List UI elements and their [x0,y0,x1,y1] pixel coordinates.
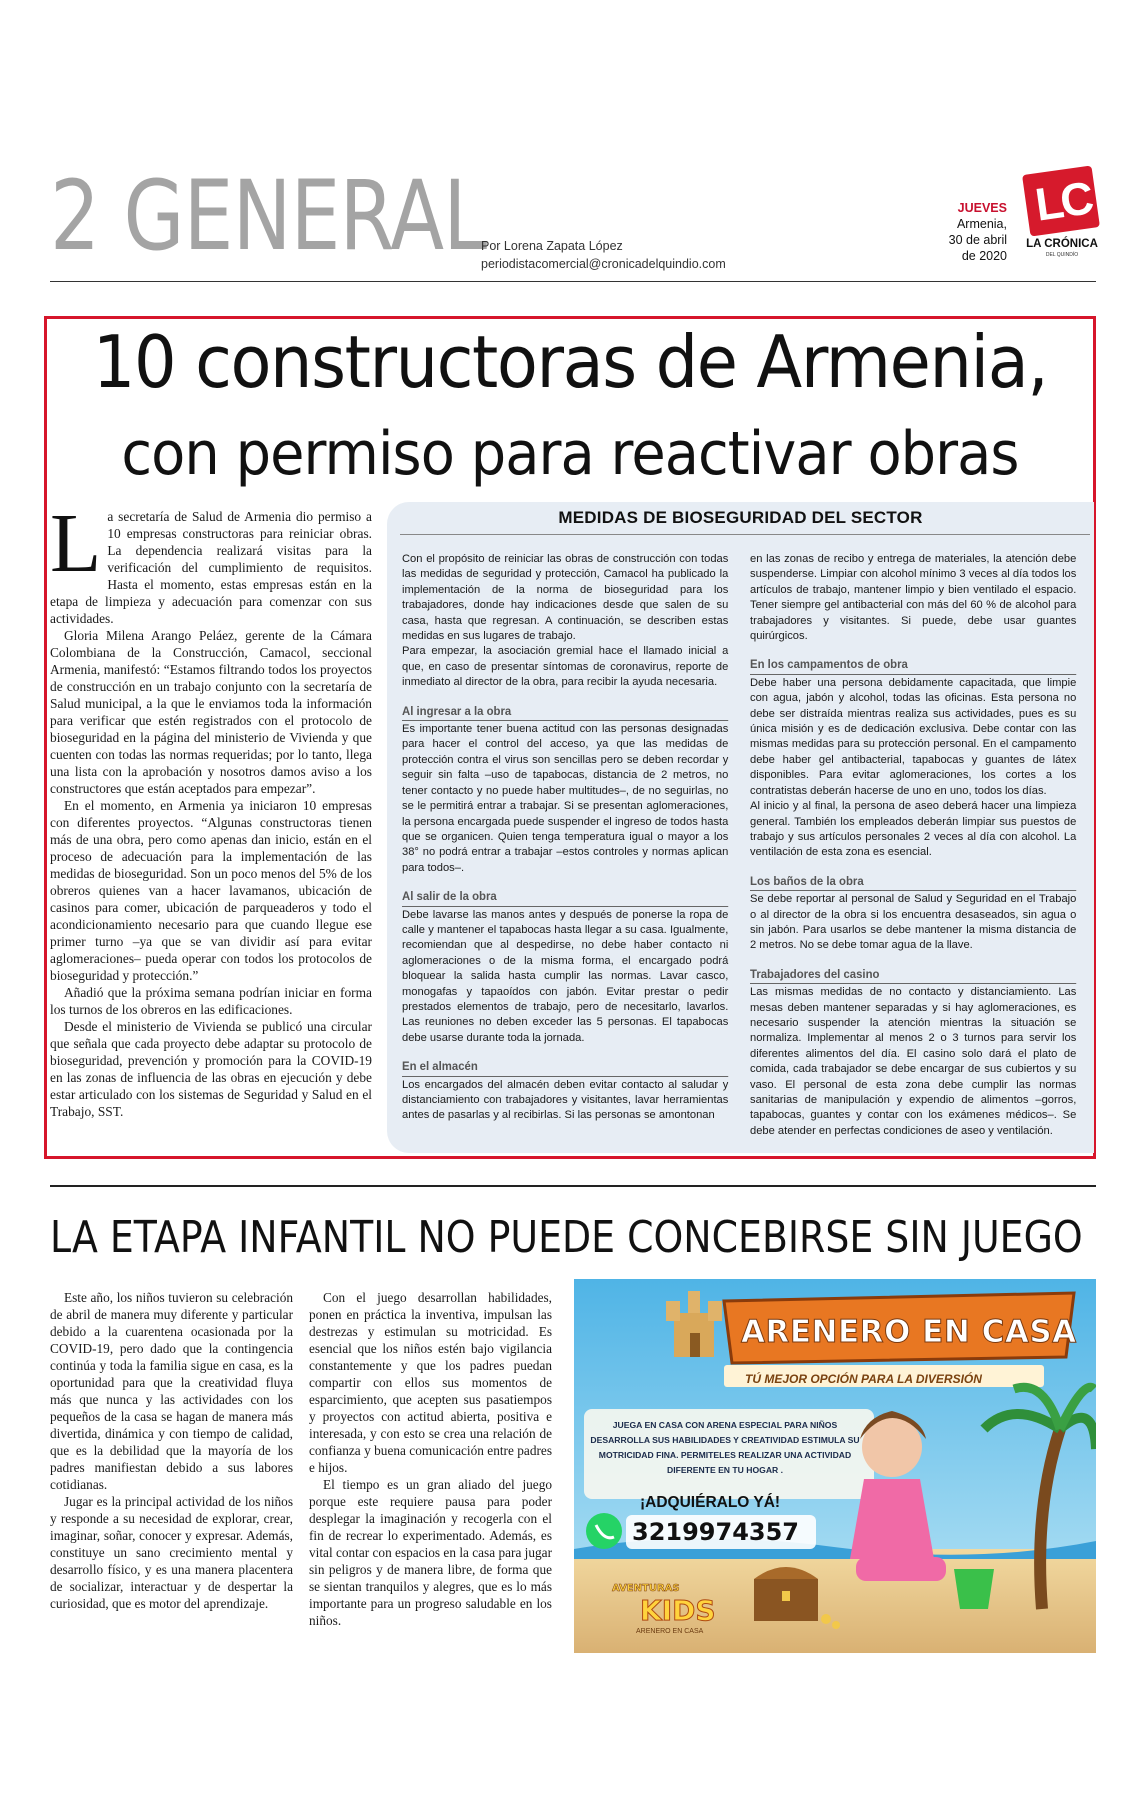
sidebar-paragraph: Es importante tener buena actitud con las personas designadas para hacer el control del acceso, ya que las medidas de protección contra el virus son sencillas pero se deben recordar y seguir sin falta –uso de tapabocas, distancia de 2 metros, no tener contacto y no puede haber multitudes–, de no seguirlas, no se le permitirá entrar a trabajar. Si se presentan aglomeraciones, la persona encargada puede suspender el ingreso de todos hasta que se organicen. Quien tenga temperatura igual o mayor a los 38° no podrá entrar a trabajar –estos controles y normas aplican para todos–. [402,723,729,874]
article-paragraph: El tiempo es un gran aliado del juego porque este requiere pausa para poder desplegar la imaginación y recogerla con el fin de recrear lo experimentado. Además, es vital contar con espacios en la casa para jugar sin peligros y de manera libre, de forma que se sientan tranquilos y alegres, que es lo más importante para un progreso saludable en los niños. [309,1477,552,1628]
section-divider [50,1185,1096,1187]
sidebar-paragraph: Debe haber una persona debidamente capacitada, que limpie con agua, jabón y alcohol, todas las oficinas. Esta persona no debe ser distraída mientras realiza sus actividades, pues es su única misión y es de dedicación exclusiva. Debe contar con las mismas medidas para su protección personal. En el campamento debe haber gel antibacterial, tapabocas y guantes de látex disponibles. Para evitar aglomeraciones, los cortes a los contratistas deberán hacerse de uno en uno, todos los días. [750,676,1077,797]
whatsapp-icon [586,1513,622,1549]
kids-article-column-1 [50,1289,293,1659]
section-number: 2 [50,160,100,272]
header-divider [50,281,1096,282]
ad-title: ARENERO EN CASA [741,1314,1077,1350]
headline-line-1: 10 constructoras de Armenia, [92,320,1048,404]
sidebar-subheading: En el almacén [402,1059,728,1076]
sidebar-paragraph: Las mismas medidas de no contacto y distanciamiento. Las mesas deben mantener separadas y si hay aglomeraciones, es necesario suspender la atención mientras la situación se normaliza. Implementar al menos 2 o 3 turnos para servir los diferentes alimentos del día. El casino solo dará el plato de comida, cada trabajador se debe encargar de sus cubiertos y su vaso. El personal de esta zona debe cumplir las normas sanitarias de manipulación y expendio de alimentos –gorros, tapabocas, guantes y contar con los exámenes médicos–. Se debe atender en perfectas condiciones de aseo y ventilación. [750,986,1077,1137]
sidebar-title: MEDIDAS DE BIOSEGURIDAD DEL SECTOR [558,508,923,527]
ad-call-to-action[interactable]: ¡ADQUIÉRALO YÁ! [640,1494,781,1511]
sidebar-column-1 [402,552,728,1148]
sidebar-subheading: Al salir de la obra [402,889,728,906]
sidebar-paragraph: Debe lavarse las manos antes y después de ponerse la ropa de calle y mantener el tapabocas hasta llegar a su casa. Igualmente, recomiendan que al despedirse, no debe haber contacto ni aglomeraciones o de la misma forma, el encargado podrá bloquear la salida hasta cumplir las normas. Lavar casco, monogafas y tapaoídos con jabón. Evitar prestar o pedir prestados elementos de trabajo, pero de necesitarlo, lavarlos. Las reuniones no deben exceder las 5 personas. El tapabocas debe usarse durante toda la jornada. [402,908,729,1044]
sidebar-divider [400,534,1090,535]
ad-brand-main: KIDS [640,1594,716,1627]
byline-author: Por Lorena Zapata López [481,239,623,253]
section-name: GENERAL [123,160,487,272]
logo-name: LA CRÓNICA [1026,238,1098,250]
sidebar-subheading: En los campamentos de obra [750,657,1076,674]
drop-cap: L [50,508,102,590]
sidebar-paragraph: Al inicio y al final, la persona de aseo deberá hacer una limpieza general. También los empleados deberán limpiar sus puestos de trabajo y sus artículos personales 2 veces al día con alcohol. La ventilación de esta zona es esencial. [750,800,1077,859]
logo-letters: LC [1031,171,1095,231]
article-paragraph: Gloria Milena Arango Peláez, gerente de la Cámara Colombiana de la Construcción, Camacol, seccional Armenia, manifestó: “Estamos filtrando todos los proyectos de construcción en un trabajo conjunto con la secretaría de Salud municipal, a la que le enviamos toda la información para verificar que estén registrados con el protocolo de bioseguridad en la página del ministerio de Vivienda y que cuenten con todas las normas requeridas; por lo tanto, llega una lista con la aprobación y nosotros damos aviso a los constructores que están aceptados para empezar”. [50,628,372,796]
sidebar-subheading: Trabajadores del casino [750,967,1076,984]
article-paragraph: La secretaría de Salud de Armenia dio permiso a 10 empresas constructoras para reiniciar obras. La dependencia realizará visitas para la verificación del cumplimiento de requisitos. Hasta el momento, estas empresas están en la etapa de limpieza y adecuación para comenzar con sus actividades. [50,508,372,626]
ad-brand-top: AVENTURAS [612,1583,680,1594]
ad-description: JUEGA EN CASA CON ARENA ESPECIAL PARA NIÑOS DESARROLLA SUS HABILIDADES Y CREATIVIDAD ESTIMULA SU MOTRICIDAD FINA. PERMITELES REALIZAR UNA ACTIVIDAD DIFERENTE EN TU HOGAR . [590,1420,860,1475]
sidebar-paragraph: en las zonas de recibo y entrega de materiales, la atención debe suspenderse. Limpiar con alcohol mínimo 3 veces al día todos los artículos de trabajo, mantener limpio y bien ventilado el espacio. Tener siempre gel antibacterial con más del 60 % de alcohol para trabajadores y visitantes. Si puede, debe usar guantes quirúrgicos. [750,553,1077,643]
date-day: JUEVES [957,201,1007,215]
byline-email[interactable]: periodistacomercial@cronicadelquindio.com [481,257,726,271]
dateline [905,200,1007,264]
article-paragraph: Este año, los niños tuvieron su celebración de abril de manera muy diferente y particular debido a la cuarentena ocasionada por la COVID-19, pero dado que la contingencia continúa y toda la familia sigue en casa, es la oportunidad para que la creatividad fluya más que nunca y las actividades con los pequeños de la casa se hagan de manera más divertida, dinámica y con tiempo de calidad, que es la debilidad que la mayoría de los padres manifiestan debido a sus labores cotidianas. [50,1290,293,1492]
article-body [50,508,372,1153]
ad-brand-sub: ARENERO EN CASA [636,1628,704,1635]
headline-line-2: con permiso para reactivar obras [121,419,1019,489]
ad-tagline: TÚ MEJOR OPCIÓN PARA LA DIVERSIÓN [745,1372,982,1386]
date-year: de 2020 [961,249,1007,263]
article-paragraph: En el momento, en Armenia ya iniciaron 10 empresas con diferentes proyectos. “Algunas constructoras tienen más de una obra, pero como apenas dan inicio, están en el proceso de adecuación para la implementación de las medidas de bioseguridad. Son un poco menos del 5% de los obreros quienes van a hacer lavamanos, ubicación de casinos para comer, ubicación de parqueaderos y todo el acondicionamiento necesario para que cuando llegue ese primer turno –ya que se van dividir así para evitar aglomeraciones– pueda operar con todos los protocolos de bioseguridad y protección.” [50,798,372,983]
sidebar-subheading: Los baños de la obra [750,874,1076,891]
sidebar-paragraph: Para empezar, la asociación gremial hace el llamado inicial a que, en caso de presentar síntomas de coronavirus, reporte de inmediato al director de la obra, para recibir la ayuda necesaria. [402,645,729,689]
article-paragraph: Jugar es la principal actividad de los niños y responde a su necesidad de explorar, crear, imaginar, soñar, conocer y expresar. Además, constituye un sano crecimiento mental y desarrollo físico, y es una manera placentera de socializar, interactuar y de despertar la curiosidad, que es motor del aprendizaje. [50,1494,293,1611]
ad-phone-number[interactable]: 3219974357 [632,1518,799,1546]
newspaper-logo[interactable] [1018,170,1106,262]
sidebar-paragraph: Se debe reportar al personal de Salud y Seguridad en el Trabajo o al director de la obra si los encuentra desaseados, sin agua o sin jabón. Para usarlos se debe mantener la misma distancia de 2 metros. No se debe tomar agua de la llave. [750,893,1077,952]
kids-article-column-2 [309,1289,552,1659]
date-city: Armenia, [956,217,1007,231]
date-full: 30 de abril [948,233,1007,247]
article-paragraph: Añadió que la próxima semana podrían iniciar en forma los turnos de los obreros en las edificaciones. [50,985,372,1017]
article-paragraph: Con el juego desarrollan habilidades, ponen en práctica la inventiva, impulsan las destrezas y estimulan su motricidad. Es esencial que los niños estén bajo vigilancia constantemente y que los padres puedan compartir con ellos sus momentos de esparcimiento, que acepten sus pasatiempos y proyectos con actitud abierta, positiva e interesada, y con esto se crea una relación de confianza y buena comunicación entre padres e hijos. [309,1290,552,1475]
sidebar-subheading: Al ingresar a la obra [402,704,728,721]
logo-sub: DEL QUINDÍO [1045,252,1079,258]
article-paragraph: Desde el ministerio de Vivienda se publicó una circular que señala que cada proyecto debe adaptar su protocolo de bioseguridad, prevención y promoción para la COVID-19 en las zonas de influencia de las obras en ejecución y debe estar articulado con los sistemas de Seguridad y Salud en el Trabajo, SST. [50,1019,372,1119]
sidebar-paragraph: Con el propósito de reiniciar las obras de construcción con todas las medidas de seguridad y protección, Camacol ha publicado la implementación de la norma de bioseguridad para los trabajadores, donde hay indicaciones desde que salen de su casa, hasta que regresan. A continuación, se describen estas medidas en sus lugares de trabajo. [402,553,729,643]
headline-kids: LA ETAPA INFANTIL NO PUEDE CONCEBIRSE SIN JUEGO [50,1212,1083,1263]
sidebar-column-2 [750,552,1076,1148]
section-title [50,160,487,272]
sidebar-paragraph: Los encargados del almacén deben evitar contacto al saludar y distanciamiento con trabajadores y visitantes, lavar herramientas antes de pasarlas y al recibirlas. Si las personas se amontonan [402,1078,729,1122]
byline [481,237,726,273]
